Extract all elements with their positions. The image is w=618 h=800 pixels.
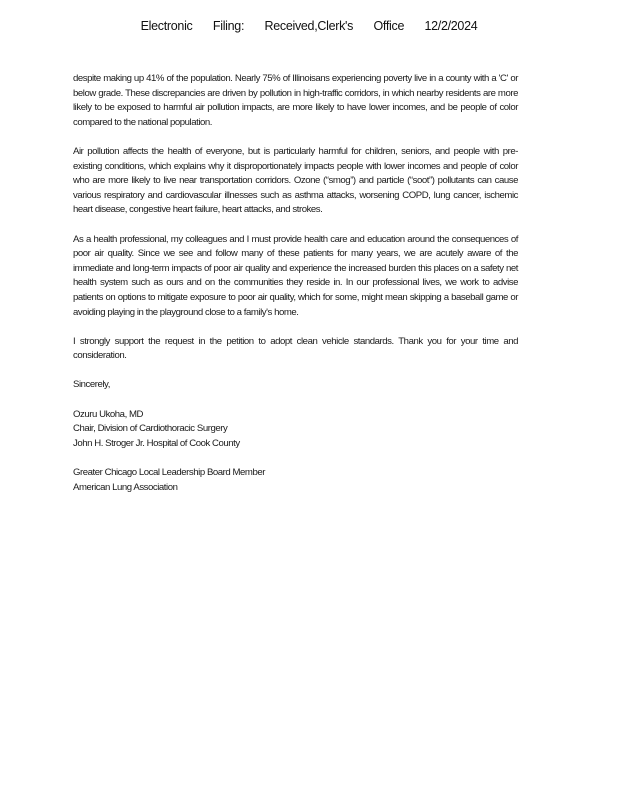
signature-block [73,408,518,452]
header-date: 12/2/2024 [424,19,478,33]
affiliation-role: Greater Chicago Local Leadership Board Member [73,467,265,479]
header-electronic: Electronic [140,19,193,33]
header-office: Office [373,19,405,33]
paragraph-support: I strongly support the request in the petition to adopt clean vehicle standards. Thank you for your time and consideration. [73,335,518,362]
affiliation-organization: American Lung Association [73,481,178,493]
header-received: Received,Clerk's [264,19,354,33]
paragraph-health-professional: As a health professional, my colleagues and I must provide health care and education around the consequences of poor air quality. Since we see and follow many of these patients for many years, we are acutely aware of the immediate and long-term impacts of poor air quality and experience the increased burden this places on a safety net health system such as ours and on the communities they reside in. In our professional lives, we work to advise patients on options to mitigate exposure to poor air quality, which for some, might mean skipping a baseball game or avoiding playing in the playground close to a family's home. [73,233,518,318]
paragraph-health-effects: Air pollution affects the health of everyone, but is particularly harmful for children, seniors, and people with pre-existing conditions, which explains why it disproportionately impacts people with lower incomes and people of color who are more likely to live near transportation corridors. Ozone (“smog”) and particle (“soot”) pollutants can cause various respiratory and cardiovascular illnesses such as asthma attacks, worsening COPD, lung cancer, ischemic heart disease, congestive heart failure, heart attacks, and strokes. [73,145,518,216]
paragraph-population: despite making up 41% of the population. Nearly 75% of Illinoisans experiencing poverty live in a county with a 'C' or below grade. These discrepancies are driven by pollution in high-traffic corridors, in which nearby residents are more likely to be exposed to harmful air pollution impacts, are more likely to have lower incomes, and be people of color compared to the national population. [73,73,518,128]
header-filing: Filing: [212,19,245,33]
filing-header [0,19,618,33]
signer-title: Chair, Division of Cardiothoracic Surgery [73,423,228,435]
affiliation-block [73,466,518,495]
signer-hospital: John H. Stroger Jr. Hospital of Cook County [73,437,240,449]
signer-name: Ozuru Ukoha, MD [73,408,144,420]
letter-body [73,72,518,510]
closing-salutation: Sincerely, [73,379,110,391]
